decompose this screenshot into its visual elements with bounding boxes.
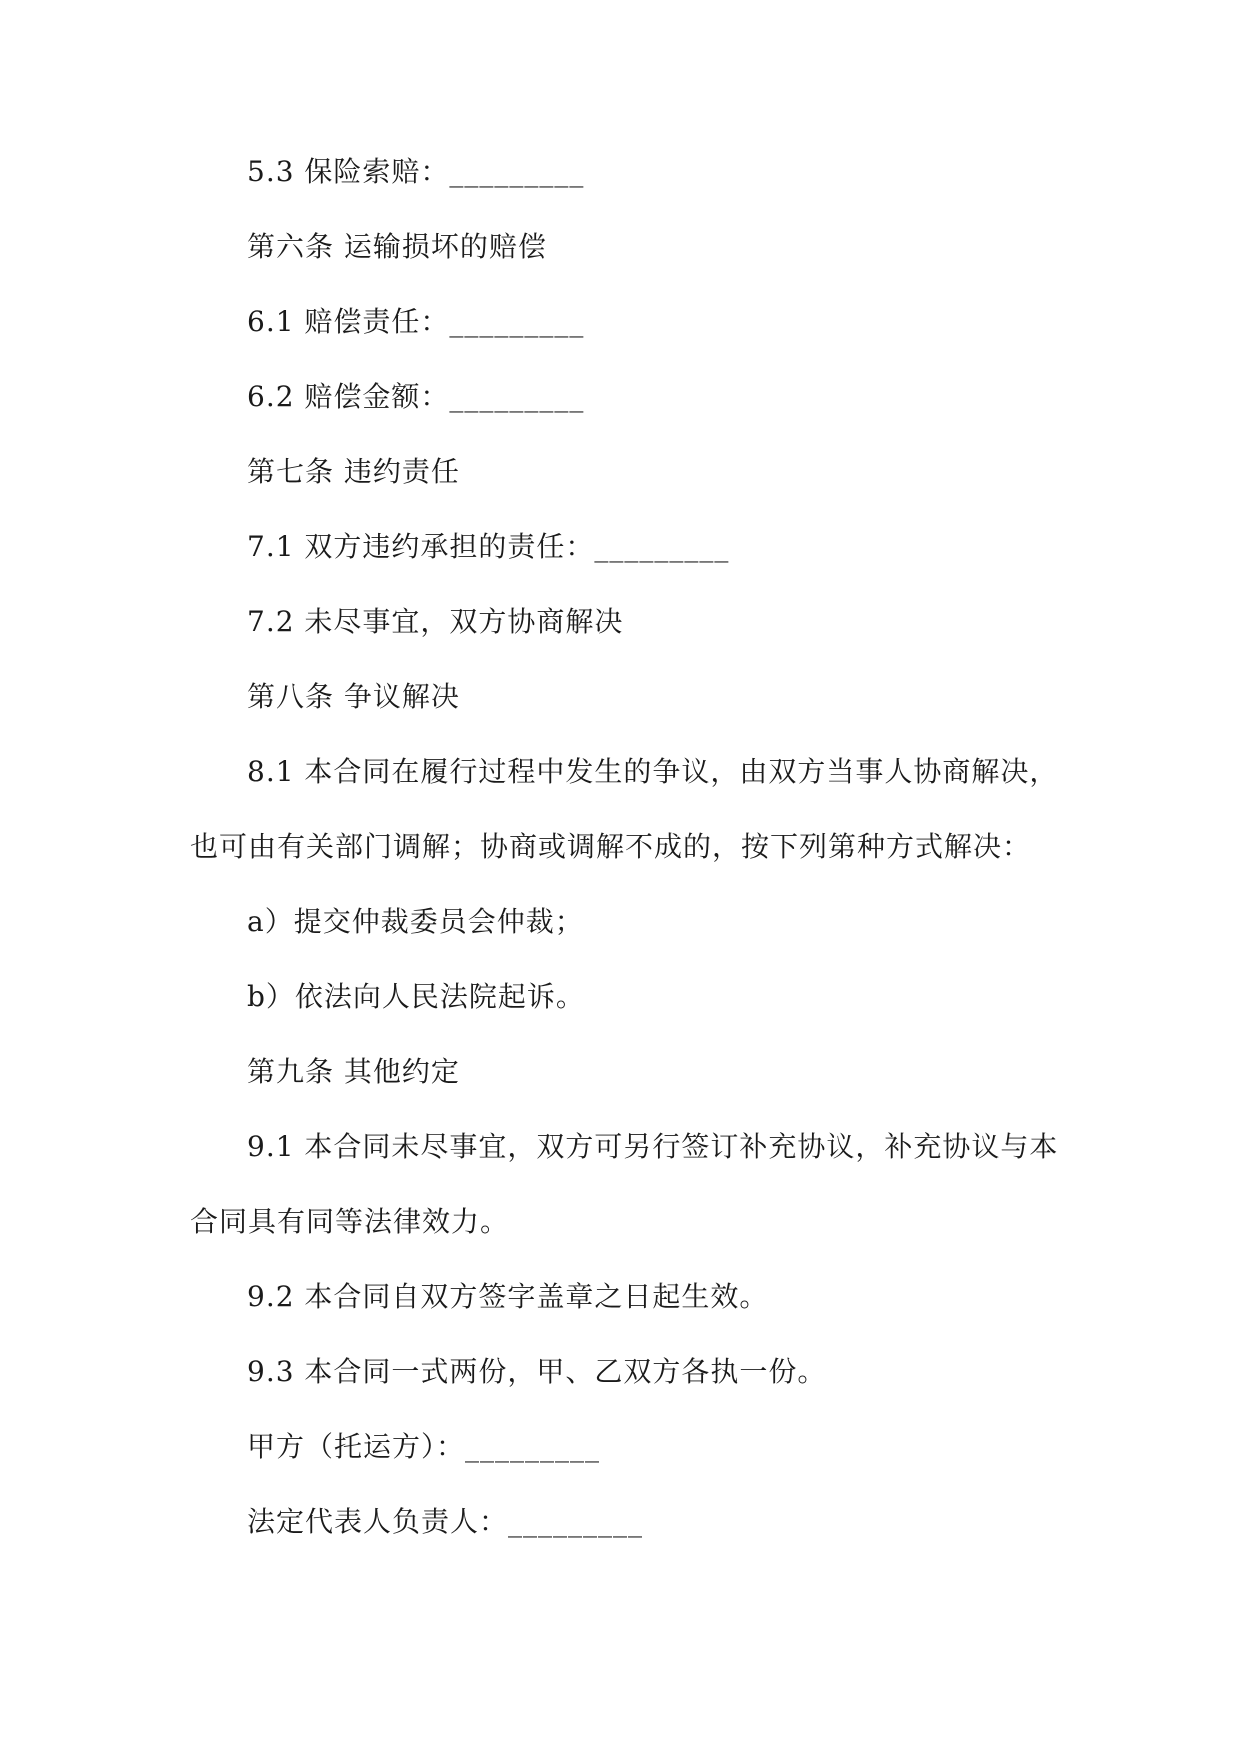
article-7-heading: 第七条 违约责任 (247, 455, 460, 488)
option-a-arbitration: a）提交仲裁委员会仲裁； (247, 905, 584, 938)
clause-5-3-insurance-claim: 5.3 保险索赔：_________ (247, 155, 585, 188)
clause-7-1-breach-liability: 7.1 双方违约承担的责任：_________ (247, 530, 730, 563)
option-b-litigation: b）依法向人民法院起诉。 (247, 980, 585, 1013)
clause-6-2-amount: 6.2 赔偿金额：_________ (247, 380, 585, 413)
clause-9-1-supplement-line-2: 合同具有同等法律效力。 (190, 1205, 510, 1238)
legal-representative: 法定代表人负责人：_________ (247, 1505, 644, 1538)
article-9-heading: 第九条 其他约定 (247, 1055, 460, 1088)
article-8-heading: 第八条 争议解决 (247, 680, 460, 713)
clause-9-3-copies: 9.3 本合同一式两份，甲、乙双方各执一份。 (247, 1355, 827, 1388)
party-a-shipper: 甲方（托运方）：_________ (247, 1430, 601, 1463)
clause-9-1-supplement-line-1: 9.1 本合同未尽事宜，双方可另行签订补充协议，补充协议与本 (247, 1130, 1059, 1163)
clause-7-2-unresolved-matters: 7.2 未尽事宜，双方协商解决 (247, 605, 624, 638)
clause-8-1-dispute-line-1: 8.1 本合同在履行过程中发生的争议，由双方当事人协商解决， (247, 755, 1059, 788)
article-6-heading: 第六条 运输损坏的赔偿 (247, 230, 547, 263)
clause-9-2-effective: 9.2 本合同自双方签字盖章之日起生效。 (247, 1280, 769, 1313)
clause-6-1-liability: 6.1 赔偿责任：_________ (247, 305, 585, 338)
clause-8-1-dispute-line-2: 也可由有关部门调解；协商或调解不成的，按下列第种方式解决： (190, 830, 1032, 863)
